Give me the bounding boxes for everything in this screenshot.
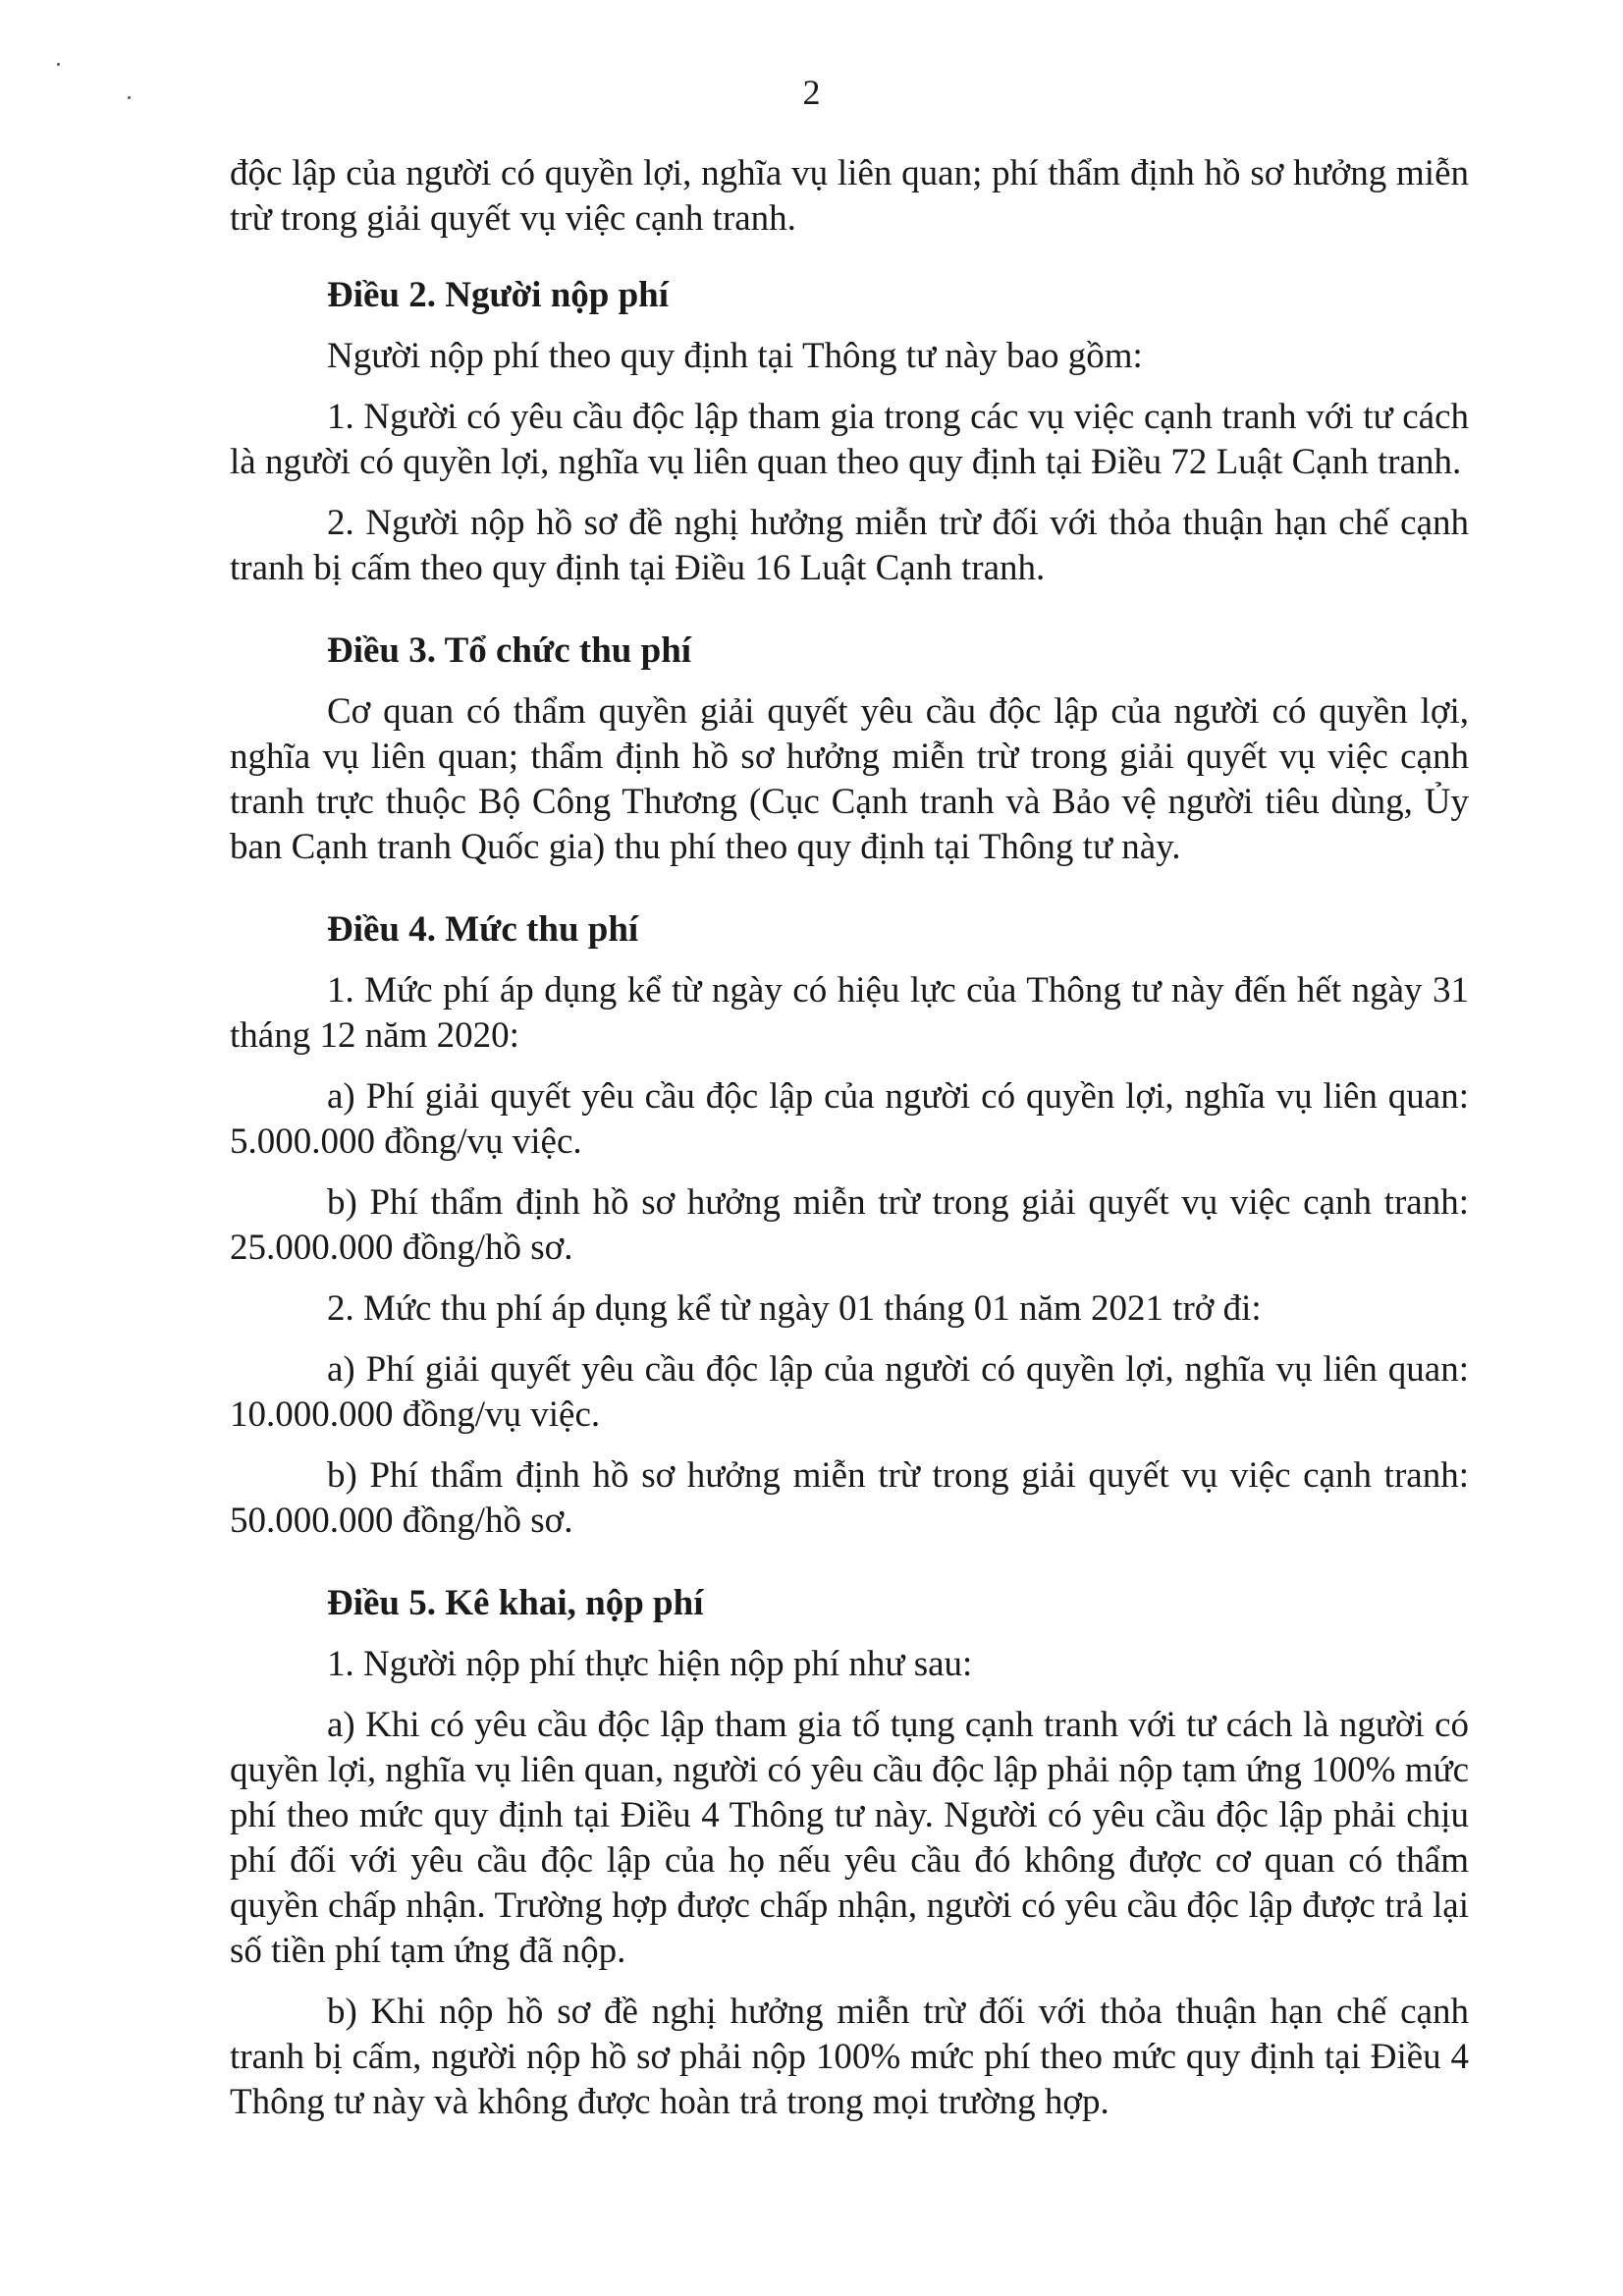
paragraph: Người nộp phí theo quy định tại Thông tư này bao gồm: bbox=[327, 336, 1143, 376]
paragraph: a) Phí giải quyết yêu cầu độc lập của người có quyền lợi, nghĩa vụ liên quan: 5.000.000 đồng/vụ việc. bbox=[230, 1076, 1469, 1162]
article-heading: Điều 3. Tổ chức thu phí bbox=[327, 630, 692, 671]
document-body bbox=[230, 151, 1469, 2141]
paragraph: độc lập của người có quyền lợi, nghĩa vụ liên quan; phí thẩm định hồ sơ hưởng miễn trừ trong giải quyết vụ việc cạnh tranh. bbox=[230, 153, 1469, 239]
paragraph: b) Khi nộp hồ sơ đề nghị hưởng miễn trừ đối với thỏa thuận hạn chế cạnh tranh bị cấm, người nộp hồ sơ phải nộp 100% mức phí theo mức quy định tại Điều 4 Thông tư này và không được hoàn trả trong mọi trường hợp. bbox=[230, 1992, 1469, 2122]
paragraph: Cơ quan có thẩm quyền giải quyết yêu cầu độc lập của người có quyền lợi, nghĩa vụ liên quan; thẩm định hồ sơ hưởng miễn trừ trong giải quyết vụ việc cạnh tranh trực thuộc Bộ Công Thương (Cục Cạnh tranh và Bảo vệ người tiêu dùng, Ủy ban Cạnh tranh Quốc gia) thu phí theo quy định tại Thông tư này. bbox=[230, 691, 1469, 867]
scan-speck bbox=[57, 63, 60, 66]
paragraph: 2. Mức thu phí áp dụng kể từ ngày 01 tháng 01 năm 2021 trở đi: bbox=[327, 1288, 1262, 1329]
paragraph: a) Phí giải quyết yêu cầu độc lập của người có quyền lợi, nghĩa vụ liên quan: 10.000.000 đồng/vụ việc. bbox=[230, 1349, 1469, 1435]
paragraph: 1. Người nộp phí thực hiện nộp phí như sau: bbox=[327, 1644, 973, 1684]
article-heading: Điều 5. Kê khai, nộp phí bbox=[327, 1583, 704, 1623]
paragraph: b) Phí thẩm định hồ sơ hưởng miễn trừ trong giải quyết vụ việc cạnh tranh: 25.000.000 đồng/hồ sơ. bbox=[230, 1182, 1469, 1268]
page-number: 2 bbox=[802, 73, 821, 112]
article-heading: Điều 4. Mức thu phí bbox=[327, 909, 639, 950]
paragraph: b) Phí thẩm định hồ sơ hưởng miễn trừ trong giải quyết vụ việc cạnh tranh: 50.000.000 đồng/hồ sơ. bbox=[230, 1455, 1469, 1541]
paragraph: 1. Người có yêu cầu độc lập tham gia trong các vụ việc cạnh tranh với tư cách là người có quyền lợi, nghĩa vụ liên quan theo quy định tại Điều 72 Luật Cạnh tranh. bbox=[230, 397, 1469, 482]
paragraph: 1. Mức phí áp dụng kể từ ngày có hiệu lực của Thông tư này đến hết ngày 31 tháng 12 năm 2020: bbox=[230, 970, 1469, 1056]
paragraph: a) Khi có yêu cầu độc lập tham gia tố tụng cạnh tranh với tư cách là người có quyền lợi, nghĩa vụ liên quan, người có yêu cầu độc lập phải nộp tạm ứng 100% mức phí theo mức quy định tại Điều 4 Thông tư này. Người có yêu cầu độc lập phải chịu phí đối với yêu cầu độc lập của họ nếu yêu cầu đó không được cơ quan có thẩm quyền chấp nhận. Trường hợp được chấp nhận, người có yêu cầu độc lập được trả lại số tiền phí tạm ứng đã nộp. bbox=[230, 1705, 1469, 1971]
paragraph: 2. Người nộp hồ sơ đề nghị hưởng miễn trừ đối với thỏa thuận hạn chế cạnh tranh bị cấm theo quy định tại Điều 16 Luật Cạnh tranh. bbox=[230, 503, 1469, 588]
article-heading: Điều 2. Người nộp phí bbox=[327, 275, 670, 315]
